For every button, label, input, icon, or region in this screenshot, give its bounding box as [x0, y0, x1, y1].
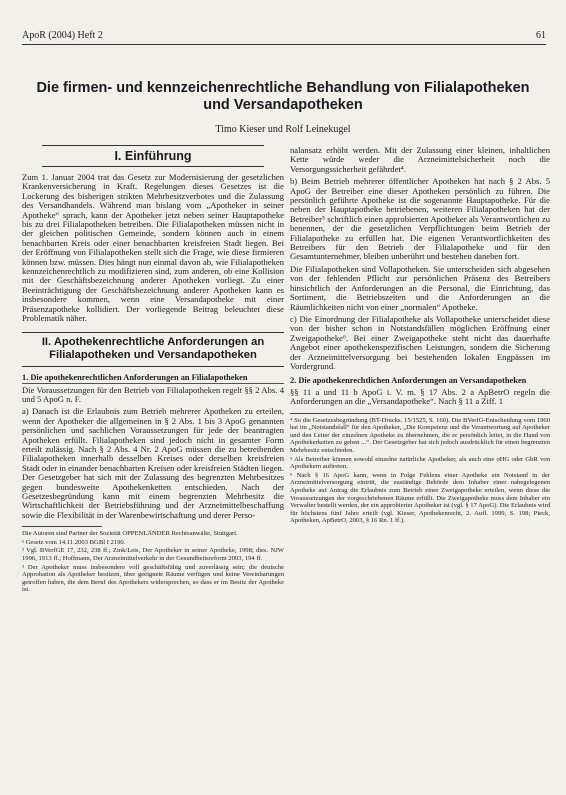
authors: Timo Kieser und Rolf Leinekugel — [215, 124, 351, 135]
footnote: ⁶ Nach § 16 ApoG kann, wenn in Folge Fehlens einer Apotheke ein Notstand in der Arzneimittelversorgung eintritt, die zuständige Behörde dem Inhaber einer nahegelegenen Apotheke auf Antrag die Erlaubnis zum Betrieb einer Zweigapotheke erteilen, wenn diese die Voraussetzungen der vorgeschriebenen Räume erfüllt. Die Zweigapotheke muss dem Inhaber ein Verwalter bestellt werden, der ein approbierter Apotheker ist (vgl. § 17 ApoG). Die Erlaubnis wird für höchstens fünf Jahre erteilt (vgl. Kieser, Apothekenrecht, 2. Aufl. 1999, S. 198; Pieck, Apotheken, ApBetrO, 2003, § 16 Rn. 1 ff.). — [290, 471, 550, 525]
footnote: Die Autoren sind Partner der Sozietät OPPENLÄNDER Rechtsanwälte, Stuttgart. — [22, 530, 238, 538]
paragraph: nalansatz erhöht werden. Mit der Zulassung einer kleinen, inhaltlichen Kette würde weder die Arzneimittelsicherheit noch die Versorgungssicherheit gefährdet⁴. — [290, 146, 550, 174]
subsection-heading-2: 2. Die apothekenrechtlichen Anforderungen an Versandapotheken — [290, 376, 527, 386]
footnote-rule — [22, 526, 102, 527]
footnote: ¹ Gesetz vom 14.11.2003 BGBl I 2190. — [22, 538, 126, 546]
header-rule — [22, 44, 546, 45]
paragraph: Die Filialapotheken sind Vollapotheken. Sie unterscheiden sich abgesehen von der fehlenden Pflicht zur persönlichen Präsenz des Betreibers hinsichtlich der Anforderungen an die Personal, die Einrichtung, das Sortiment, die Betriebszeiten und die Anforderungen an die Räumlichkeiten nicht von einer „normalen“ Apotheke. — [290, 263, 550, 312]
paragraph: b) Beim Betrieb mehrerer öffentlicher Apotheken hat nach § 2 Abs. 5 ApoG der Betreiber eine dieser Apotheken persönlich zu führen. Die persönlich geführte Apotheke ist die sogenannte Hauptapotheke. Für die neben der Hauptapotheke betriebenen, weiteren Filialapotheken hat der Betreiber⁵ schriftlich einen approbierten Apotheker als Verantwortlichen zu benennen, der die gesetzlichen Verpflichtungen beim Betrieb der Filialapotheke zu erfüllen hat. Die eigenen Verantwortlichkeiten des Betreibers für den Betrieb der Filialapotheke und für den Gesamtunternehmer, bleiben unberührt und bestehen daneben fort. — [290, 176, 550, 262]
section-heading-2: II. Apothekenrechtliche Anforderungen an Filialapotheken und Versandapotheken — [22, 332, 284, 367]
article-title — [20, 80, 546, 114]
right-column — [290, 146, 550, 766]
running-header — [22, 30, 546, 44]
section-heading-1: I. Einführung — [42, 145, 264, 167]
title-line-1: Die firmen- und kennzeichenrechtliche Behandlung von Filialapotheken — [36, 80, 530, 96]
journal-reference: ApoR (2004) Heft 2 — [22, 30, 103, 41]
footnote: ² Vgl. BVerfGE 17, 232, 238 ff.; Zink/Leis, Der Apotheker in seiner Apotheke, 1998; dies. NJW 1996, 1913 ff.; Hoffmann, Der Arzneimittelverkehr in der Gesundheitsreform 2003, 194 ff. — [22, 547, 284, 562]
paragraph: §§ 11 a und 11 b ApoG i. V. m. § 17 Abs. 2 a ApBetrO regeln die Anforderungen an die „Versandapotheke“. Nach § 11 a Ziff. 1 — [290, 386, 550, 407]
paragraph: a) Danach ist die Erlaubnis zum Betrieb mehrerer Apotheken zu erteilen, wenn der Apotheker die allgemeinen in § 2 Abs. 1 bis 3 ApoG genannten persönlichen und sachlichen Voraussetzungen für jede der beantragten Apotheken erfüllt. Filialapotheken sind jedoch nicht in gesamter Form erteilt zulässig. Nach § 2 Abs. 4 Nr. 2 ApoG müssen die zu betreibenden Filialapotheken innerhalb desselben Kreises oder derselben kreisfreien Stadt oder in einander benachbarten Kreisen oder kreisfreien Städten liegen. Der Gesetzgeber hat sich mit der Zulassung des begrenzten Mehrbesitzes gegen bundesweite Apothekenketten entschieden. Nach der Gesetzesbegründung kann mit einem begrenzten Mehrbesitz die Wirtschaftlichkeit der Betriebsführung und der Arzneimittelbeschaffung sowie die Flexibilität in der Warenbewirtschaftung und derer Perso- — [22, 406, 284, 520]
paragraph: Die Voraussetzungen für den Betrieb von Filialapotheken regelt §§ 2 Abs. 4 und 5 ApoG n. F. — [22, 384, 284, 404]
left-column — [22, 145, 284, 765]
paragraph: c) Die Einordnung der Filialapotheke als Vollapotheke unterscheidet diese von der bisher schon in Notstandsfällen möglichen Eröffnung einer Zweigapotheke⁶. Bei einer Zweigapotheke steht nicht das dauerhafte Angebot einer apothekenspezifischen Leistungen, sondern die Sicherung der Arzneimittelversorgung bei bestehenden lokalen Engpässen im Vordergrund. — [290, 313, 550, 371]
footnotes-block — [290, 413, 550, 525]
footnote: ³ Der Apotheker muss insbesondere voll geschäftsfähig und zuverlässig sein; die deutsche Approbation als Apotheker besitzen, über geeignete Räume verfügen und keine Vereinbarungen getroffen haben, die dem Beruf des Apothekers widersprechen, so dass er im Besitz der Apotheke ist. — [22, 563, 284, 594]
title-line-2: und Versandapotheken — [203, 97, 363, 113]
footnote: ⁵ Als Betreiber können sowohl einzelne natürliche Apotheker, als auch eine oHG oder GbR von Apothekern auftreten. — [290, 455, 550, 471]
footnote: ⁴ So die Gesetzesbegründung (BT-Drucks. 15/1525, S. 160). Die BVerfG-Entscheidung vom 1960 hat im „Notstandsfall“ für den Apotheker, „Die Kompetenz und die Verantwortung auf Apotheker und den Leiter der einzelnen Apotheke zu übernehmen, die er persönlich leitet, in die Hand von Apothekerketten zu geben ...“. Der Gesetzgeber hat sich jedoch ausdrücklich für einen begrenzten Mehrbesitz entschieden. — [290, 416, 550, 454]
intro-paragraph: Zum 1. Januar 2004 trat das Gesetz zur Modernisierung der gesetzlichen Krankenversicherung in Kraft. Regelungen dieses Gesetzes ist die Lockerung des bisherigen strikten Mehrbesitzverbotes und die Zulassung des Versandhandels. Während man bislang vom „Apotheker in seiner Apotheke“ sprach, kann der Apotheker jetzt neben seiner Hauptapotheke bis zu drei Filialapotheken betreiben. Die Filialapotheken müssen nicht in der gleichen politischen Gemeinde, sondern können auch in einem benachbarten Kreis oder einer benachbarten kreisfreien Stadt liegen. Bei der Eröffnung von Filialapotheken stellt sich die Frage, wie diese firmieren können bzw. müssen. Dies hängt nun einmal davon ab, wie Filialapotheken kennzeichenrechtlich zu modifizieren sind, zum anderen, ob eine Kollision mit der Geschäftsbezeichnung anderer Apotheken vorliegt. Zu einer Beeinträchtigung der Geschäftsbezeichnung anderer Apotheken kann es insbesondere kommen, wenn eine Versandapotheke mit einer Präsenzapotheke kollidiert. Der vorliegende Beitrag beleuchtet diese Problematik näher. — [22, 172, 284, 324]
subsection-heading-1: 1. Die apothekenrechtlichen Anforderungen an Filialapotheken — [22, 373, 284, 384]
page-number: 61 — [536, 30, 546, 41]
